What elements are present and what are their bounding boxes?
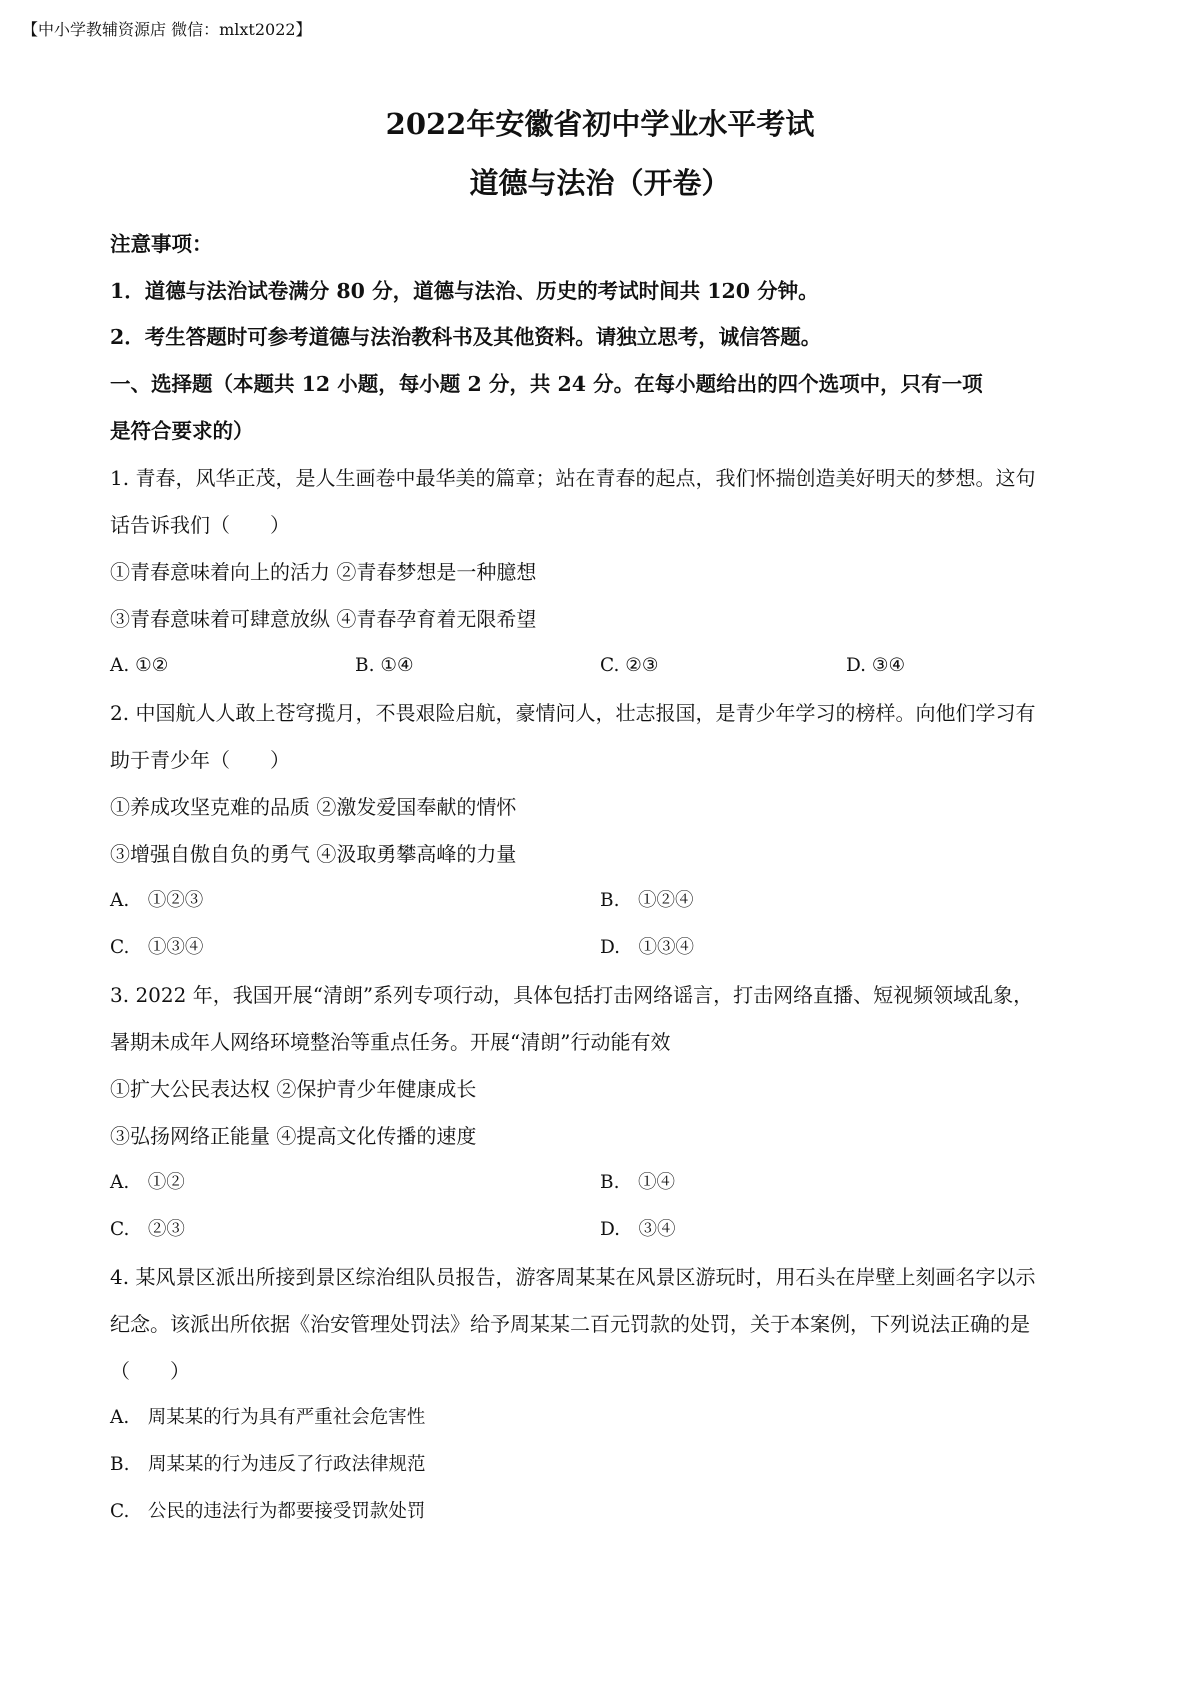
question-1-option-c: C. ②③ bbox=[600, 655, 659, 676]
question-3-stem: 3. 2022 年，我国开展“清朗”系列专项行动，具体包括打击网络谣言，打击网络直播、短视频领域乱象， bbox=[110, 983, 1034, 1007]
question-4-stem: 4. 某风景区派出所接到景区综治组队员报告，游客周某某在风景区游玩时，用石头在岸壁上刻画名字以示 bbox=[110, 1265, 1036, 1289]
question-2-stem-cont: 助于青少年（ ） bbox=[110, 748, 290, 772]
question-2-stem: 2. 中国航人人敢上苍穹揽月，不畏艰险启航，豪情问人，壮志报国，是青少年学习的榜样。向他们学习有 bbox=[110, 701, 1036, 725]
question-2-option-a: A. ①②③ bbox=[110, 890, 204, 911]
question-1-option-a: A. ①② bbox=[110, 655, 169, 676]
exam-title: 2022年安徽省初中学业水平考试 bbox=[385, 107, 815, 141]
question-3-option-a: A. ①② bbox=[110, 1172, 185, 1193]
question-2-statement: ③增强自傲自负的勇气 ④汲取勇攀高峰的力量 bbox=[110, 842, 517, 866]
question-1-statement: ③青春意味着可肆意放纵 ④青春孕育着无限希望 bbox=[110, 607, 537, 631]
question-1-statement: ①青春意味着向上的活力 ②青春梦想是一种臆想 bbox=[110, 560, 537, 584]
watermark: 【中小学教辅资源店 微信：mlxt2022】 bbox=[22, 20, 312, 39]
question-1-option-d: D. ③④ bbox=[846, 655, 906, 676]
question-3-stem-cont: 暑期未成年人网络环境整治等重点任务。开展“清朗”行动能有效 bbox=[110, 1030, 671, 1054]
question-3-statement: ①扩大公民表达权 ②保护青少年健康成长 bbox=[110, 1077, 477, 1101]
question-2-option-d: D. ①③④ bbox=[600, 937, 695, 958]
question-2-option-c: C. ①③④ bbox=[110, 937, 204, 958]
notice-item: 2．考生答题时可参考道德与法治教科书及其他资料。请独立思考，诚信答题。 bbox=[110, 325, 822, 349]
question-3-option-b: B. ①④ bbox=[600, 1172, 675, 1193]
question-4-stem-cont: 纪念。该派出所依据《治安管理处罚法》给予周某某二百元罚款的处罚，关于本案例，下列说法正确的是 bbox=[110, 1312, 1030, 1336]
question-3-option-c: C. ②③ bbox=[110, 1219, 185, 1240]
question-1-stem-cont: 话告诉我们（ ） bbox=[110, 513, 290, 537]
question-3-option-d: D. ③④ bbox=[600, 1219, 676, 1240]
question-2-statement: ①养成攻坚克难的品质 ②激发爱国奉献的情怀 bbox=[110, 795, 517, 819]
question-4-option-a: A. 周某某的行为具有严重社会危害性 bbox=[110, 1407, 426, 1428]
question-2-option-b: B. ①②④ bbox=[600, 890, 694, 911]
question-3-statement: ③弘扬网络正能量 ④提高文化传播的速度 bbox=[110, 1124, 477, 1148]
exam-subtitle: 道德与法治（开卷） bbox=[469, 166, 731, 200]
notice-item: 1．道德与法治试卷满分 80 分，道德与法治、历史的考试时间共 120 分钟。 bbox=[110, 279, 819, 303]
question-1-option-b: B. ①④ bbox=[355, 655, 414, 676]
notice-heading: 注意事项： bbox=[110, 232, 213, 256]
question-4-option-b: B. 周某某的行为违反了行政法律规范 bbox=[110, 1454, 426, 1475]
section-heading: 一、选择题（本题共 12 小题，每小题 2 分，共 24 分。在每小题给出的四个选项中，只有一项 bbox=[110, 372, 983, 396]
section-heading-cont: 是符合要求的） bbox=[110, 419, 254, 443]
question-4-stem-paren: （ ） bbox=[110, 1359, 190, 1383]
question-4-option-c: C. 公民的违法行为都要接受罚款处罚 bbox=[110, 1501, 426, 1522]
question-1-stem: 1. 青春，风华正茂，是人生画卷中最华美的篇章；站在青春的起点，我们怀揣创造美好明天的梦想。这句 bbox=[110, 466, 1036, 490]
